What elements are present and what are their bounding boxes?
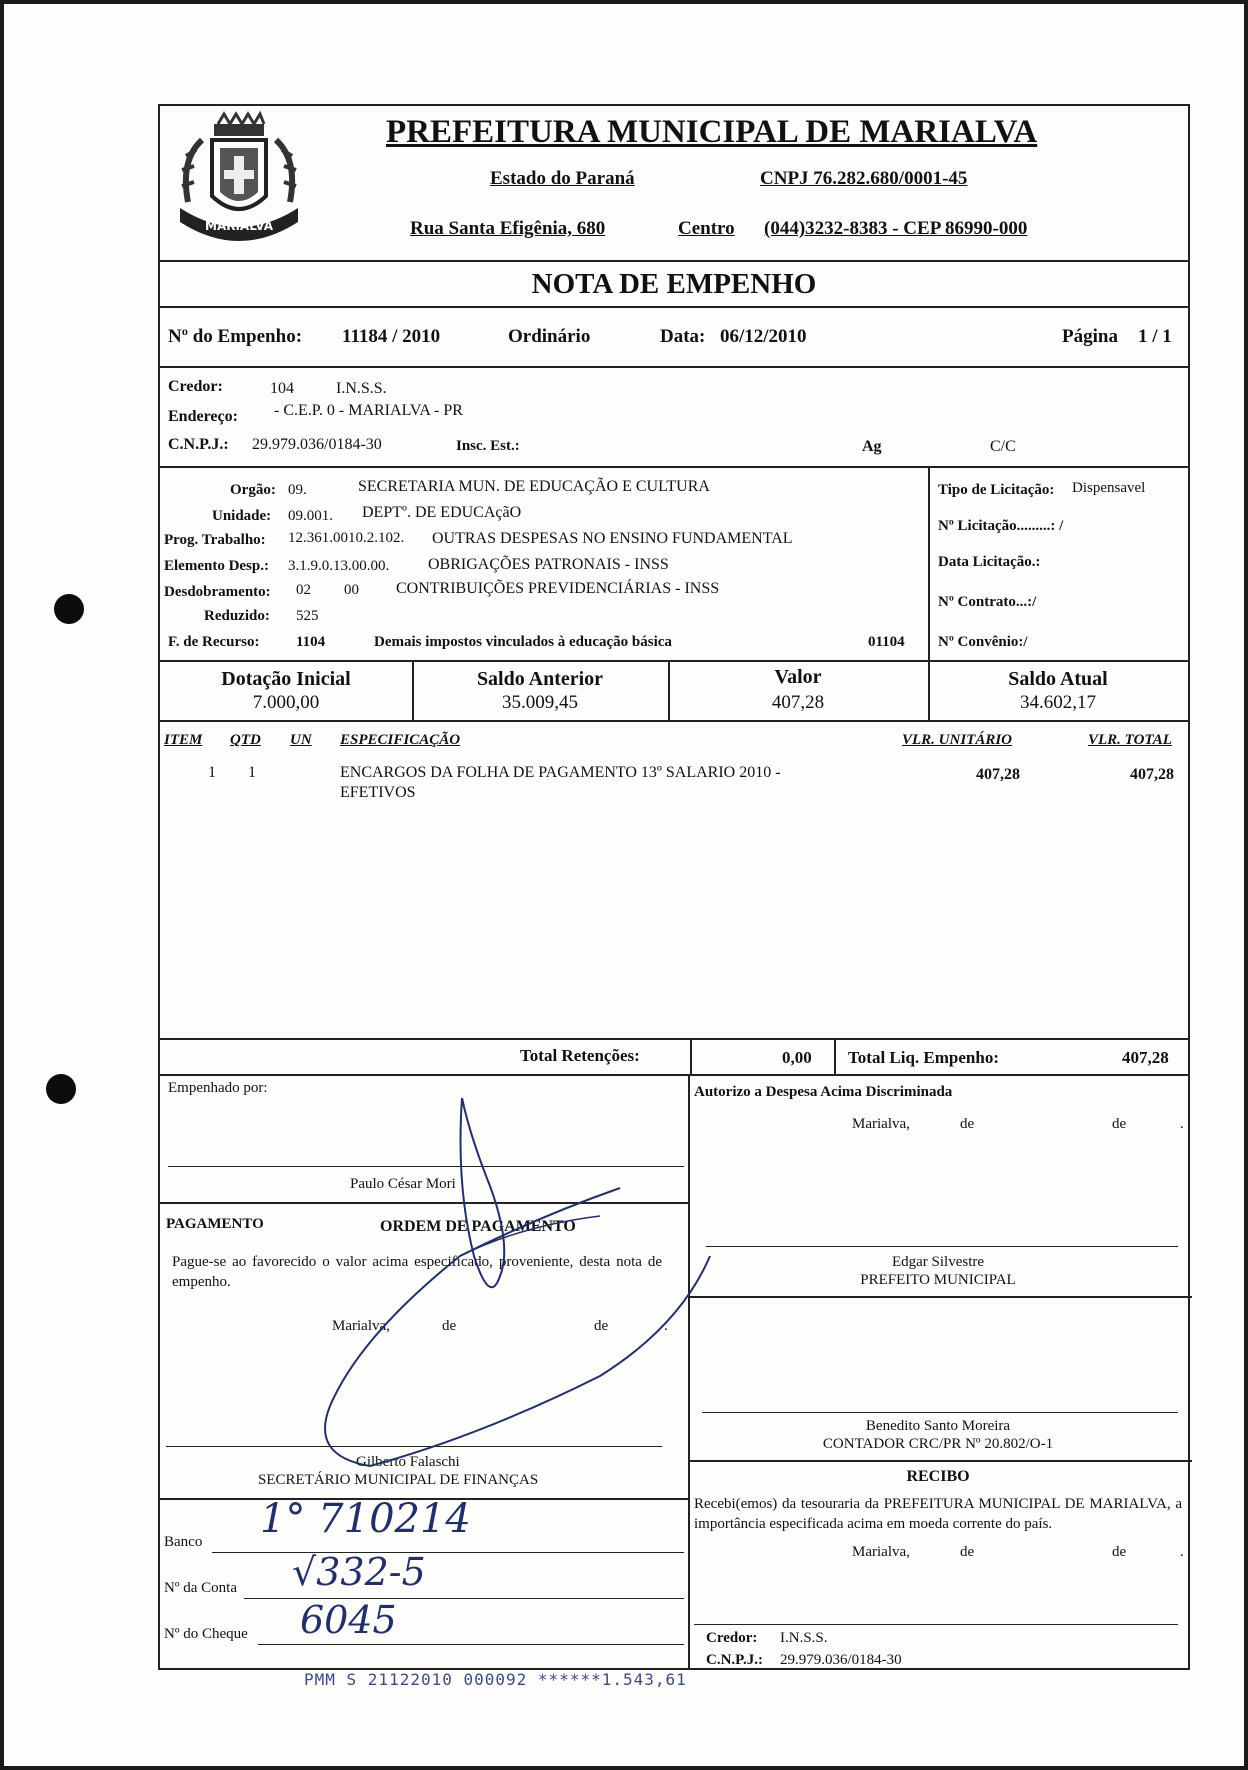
prog-trabalho-name: OUTRAS DESPESAS NO ENSINO FUNDAMENTAL — [432, 530, 793, 547]
recibo-cnpj-value: 29.979.036/0184-30 — [780, 1652, 902, 1668]
punch-hole — [54, 594, 84, 624]
recibo-de-2: de — [1112, 1544, 1127, 1560]
col-qtd-header: QTD — [230, 732, 261, 748]
row-total-value: 407,28 — [1130, 766, 1174, 783]
credor-section — [160, 368, 1188, 468]
recibo-label: RECIBO — [906, 1468, 970, 1485]
elemento-desp-label: Elemento Desp.: — [164, 558, 269, 574]
total-liq-label: Total Liq. Empenho: — [848, 1048, 999, 1067]
num-contrato-label: Nº Contrato...:/ — [938, 594, 1037, 610]
credor-label: Credor: — [168, 378, 223, 395]
tipo-licitacao-label: Tipo de Licitação: — [938, 482, 1055, 498]
punch-hole — [46, 1074, 76, 1104]
dotacao-inicial-value: 7.000,00 — [252, 692, 320, 713]
orgao-label: Orgão: — [230, 482, 276, 498]
contador-title: CONTADOR CRC/PR Nº 20.802/O-1 — [822, 1436, 1054, 1452]
endereco-label: Endereço: — [168, 408, 238, 425]
municipal-seal-icon — [166, 110, 312, 256]
elemento-desp-name: OBRIGAÇÕES PATRONAIS - INSS — [428, 556, 669, 573]
total-retencoes-value: 0,00 — [782, 1048, 812, 1067]
secretario-title: SECRETÁRIO MUNICIPAL DE FINANÇAS — [258, 1472, 539, 1488]
autorizo-de-1: de — [960, 1116, 975, 1132]
row-spec-line2: EFETIVOS — [340, 784, 416, 801]
fonte-recurso-name: Demais impostos vinculados à educação básica — [374, 634, 672, 650]
col-item-header: ITEM — [164, 732, 203, 748]
ag-label: Ag — [862, 438, 882, 455]
prog-trabalho-code: 12.361.0010.2.102. — [288, 530, 405, 546]
col-total-header: VLR. TOTAL — [1088, 732, 1172, 748]
recibo-place: Marialva, — [852, 1544, 910, 1560]
cc-label: C/C — [990, 438, 1016, 455]
endereco-value: - C.E.P. 0 - MARIALVA - PR — [274, 402, 463, 419]
col-spec-header: ESPECIFICAÇÃO — [340, 732, 461, 748]
desdobramento-code1: 02 — [296, 582, 311, 598]
prog-trabalho-label: Prog. Trabalho: — [164, 532, 266, 548]
mechanical-stamp: PMM S 21122010 000092 ******1.543,61 — [304, 1670, 687, 1689]
fonte-recurso-label: F. de Recurso: — [168, 634, 260, 650]
ordem-pagamento-label: ORDEM DE PAGAMENTO — [380, 1218, 576, 1235]
saldo-anterior-value: 35.009,45 — [502, 692, 578, 713]
header-state: Estado do Paraná — [490, 168, 635, 189]
valor-label: Valor — [774, 666, 822, 688]
autorizo-de-2: de — [1112, 1116, 1127, 1132]
contador-name: Benedito Santo Moreira — [865, 1418, 1011, 1434]
cnpj-value: 29.979.036/0184-30 — [252, 436, 382, 453]
insc-est-label: Insc. Est.: — [456, 438, 520, 454]
fonte-recurso-code: 1104 — [296, 634, 326, 650]
col-unit-header: VLR. UNITÁRIO — [902, 732, 1013, 748]
recibo-credor-label: Credor: — [706, 1630, 758, 1646]
nota-empenho-form: MARIALVA PREFEITURA MUNICIPAL DE MARIALVA Estado do Paraná CNPJ 76.282.680/0001-45 Rua Santa Efigênia, 680 Centro (044)3232-8383 - CEP 86990-000 NOTA DE EMPENHO Nº do Empenho: 11184 / 2010 Ordinário Data: 06/12/2010 Página 1 / 1 Credor: 104 I.N.S.S. Endereço: - C.E.P. 0 - MARIALVA - PR C.N.P.J.: 29.979.036/0184-30 Insc. Est.: Ag C/C Orgão: 09. SECRETARIA MUN. DE EDUCAÇÃO E CULTURA Unidade: 09.001. DEPTº. DE EDUCAçãO Prog. Trabalho: 12.361.0010.2.102. OUTRAS DESPESAS NO ENSINO FUNDAMENTAL Elemento Desp.: 3.1.9.0.13.00.00. OBRIGAÇÕES PATRONAIS - INSS Desdobramento: 02 00 CONTRIBUIÇÕES PREVIDENCIÁRIAS - INSS Reduzido: 525 F. de Recurso: 1104 Demais impostos vinculados à educação básica 01104 Tipo de Licitação: Dispensavel Nº Licitação.........: / Data Licitação.: Nº Contrato...:/ Nº Convênio:/ Dotação Inicial 7.000,00 Saldo Anterior 35.009,45 Valor 407,28 Saldo Atual 34.602,17 ITEM QTD UN ESPECIFICAÇÃO VLR. UNITÁRIO VLR. TOTAL 1 1 ENCARGOS DA FOLHA DE PAGAMENTO 13º SALARIO 2010 - EFETIVOS 407,28 407,28 Total Retenções: 0,00 Total Liq. Empenho: 407,28 Empenhado por: Paulo César Mori PAGAMENTO ORDEM DE PAGAMENTO Pague-se ao favorecido o valor acima especificado, proveniente, desta nota de empenho. Marialva, de de . Gilberto Falaschi SECRETÁRIO MUNICIPAL DE FINANÇAS Banco 1° 710214 Nº da Conta √332-5 Nº do Cheque 6045 Autorizo a Despesa Acima Discriminada Marialva, de de . Edgar Silvestre PREFEITO MUNICIPAL Benedito Santo Moreira CONTADOR CRC/PR Nº 20.802/O-1 RECIBO Recebi(emos) da tesouraria da PREFEITURA MUNICIPAL DE MARIALVA, a importância especificada acima em moeda corrente do país. Marialva, de de . Credor: I.N.S.S. C.N.P.J.: 29.979.036/0184-30 — [158, 104, 1190, 1670]
empenho-type: Ordinário — [508, 326, 591, 347]
num-convenio-label: Nº Convênio:/ — [938, 634, 1028, 650]
recibo-text: Recebi(emos) da tesouraria da PREFEITURA MUNICIPAL DE MARIALVA, a importância especificada acima em moeda corrente do país. — [694, 1496, 1182, 1532]
banco-label: Banco — [164, 1534, 203, 1550]
ordem-de-1: de — [442, 1318, 457, 1334]
reduzido-value: 525 — [296, 608, 319, 624]
pagamento-label: PAGAMENTO — [166, 1216, 264, 1232]
header-phone-cep: (044)3232-8383 - CEP 86990-000 — [764, 218, 1028, 239]
seal-text: MARIALVA — [205, 219, 273, 233]
row-qtd: 1 — [248, 764, 256, 781]
header-title: PREFEITURA MUNICIPAL DE MARIALVA — [386, 114, 1038, 150]
ordem-de-2: de — [594, 1318, 609, 1334]
desdobramento-code2: 00 — [344, 582, 359, 598]
header-district: Centro — [678, 218, 735, 239]
prefeito-name: Edgar Silvestre — [891, 1254, 985, 1270]
cheque-handwritten-value: 6045 — [300, 1598, 397, 1642]
document-page — [4, 4, 1244, 1766]
secretario-name: Gilberto Falaschi — [356, 1454, 460, 1470]
prefeito-title: PREFEITO MUNICIPAL — [860, 1272, 1016, 1288]
desdobramento-name: CONTRIBUIÇÕES PREVIDENCIÁRIAS - INSS — [396, 580, 720, 597]
unidade-name: DEPTº. DE EDUCAçãO — [362, 504, 522, 521]
fonte-recurso-code2: 01104 — [868, 634, 905, 650]
data-licitacao-label: Data Licitação.: — [938, 554, 1041, 570]
page-value: 1 / 1 — [1138, 326, 1172, 347]
items-table — [160, 722, 1188, 1040]
num-licitacao-label: Nº Licitação.........: / — [938, 518, 1064, 534]
saldo-atual-label: Saldo Atual — [1008, 668, 1108, 690]
conta-handwritten-value: √332-5 — [292, 1550, 426, 1594]
page-label: Página — [1062, 326, 1118, 347]
autorizo-place: Marialva, — [852, 1116, 910, 1132]
header-section — [160, 106, 1188, 262]
empenho-date-value: 06/12/2010 — [720, 326, 807, 347]
doc-title: NOTA DE EMPENHO — [531, 268, 817, 300]
valor-value: 407,28 — [771, 692, 825, 713]
doc-title-section — [160, 262, 1188, 308]
total-liq-value: 407,28 — [1122, 1048, 1169, 1067]
row-item: 1 — [208, 764, 216, 781]
empenho-info-section — [160, 308, 1188, 368]
empenho-date-label: Data: — [660, 326, 706, 347]
col-un-header: UN — [290, 732, 312, 748]
header-cnpj: CNPJ 76.282.680/0001-45 — [760, 168, 968, 189]
empenhado-name: Paulo César Mori — [350, 1176, 456, 1192]
ordem-pagamento-text: Pague-se ao favorecido o valor acima especificado, proveniente, desta nota de empenho. — [172, 1254, 662, 1290]
tipo-licitacao-value: Dispensavel — [1072, 480, 1146, 496]
saldo-anterior-label: Saldo Anterior — [476, 668, 604, 690]
desdobramento-label: Desdobramento: — [164, 584, 271, 600]
reduzido-label: Reduzido: — [204, 608, 270, 624]
orgao-name: SECRETARIA MUN. DE EDUCAÇÃO E CULTURA — [358, 478, 710, 495]
row-spec-line1: ENCARGOS DA FOLHA DE PAGAMENTO 13º SALARIO 2010 - — [340, 764, 781, 781]
recibo-credor-value: I.N.S.S. — [780, 1630, 828, 1646]
cheque-label: Nº do Cheque — [164, 1626, 248, 1642]
saldo-atual-value: 34.602,17 — [1020, 692, 1096, 713]
cnpj-label: C.N.P.J.: — [168, 436, 229, 453]
total-retencoes-label: Total Retenções: — [520, 1046, 640, 1065]
unidade-code: 09.001. — [288, 508, 333, 524]
totals-section — [160, 1040, 1188, 1076]
recibo-cnpj-label: C.N.P.J.: — [706, 1652, 763, 1668]
empenho-number-label: Nº do Empenho: — [168, 326, 303, 347]
credor-code: 104 — [270, 380, 294, 397]
dotacao-inicial-label: Dotação Inicial — [221, 668, 351, 690]
ordem-place: Marialva, — [332, 1318, 390, 1334]
unidade-label: Unidade: — [212, 508, 272, 524]
empenhado-label: Empenhado por: — [168, 1080, 268, 1096]
header-street: Rua Santa Efigênia, 680 — [410, 218, 606, 239]
elemento-desp-code: 3.1.9.0.13.00.00. — [288, 558, 390, 574]
empenho-number-value: 11184 / 2010 — [342, 326, 441, 347]
budget-section — [160, 468, 1188, 662]
recibo-de-1: de — [960, 1544, 975, 1560]
row-unit-value: 407,28 — [976, 766, 1020, 783]
balances-section — [160, 662, 1188, 722]
autorizo-label: Autorizo a Despesa Acima Discriminada — [694, 1084, 953, 1100]
conta-label: Nº da Conta — [164, 1580, 237, 1596]
banco-handwritten-value: 1° 710214 — [260, 1496, 471, 1542]
orgao-code: 09. — [288, 482, 307, 498]
credor-name: I.N.S.S. — [336, 380, 387, 397]
